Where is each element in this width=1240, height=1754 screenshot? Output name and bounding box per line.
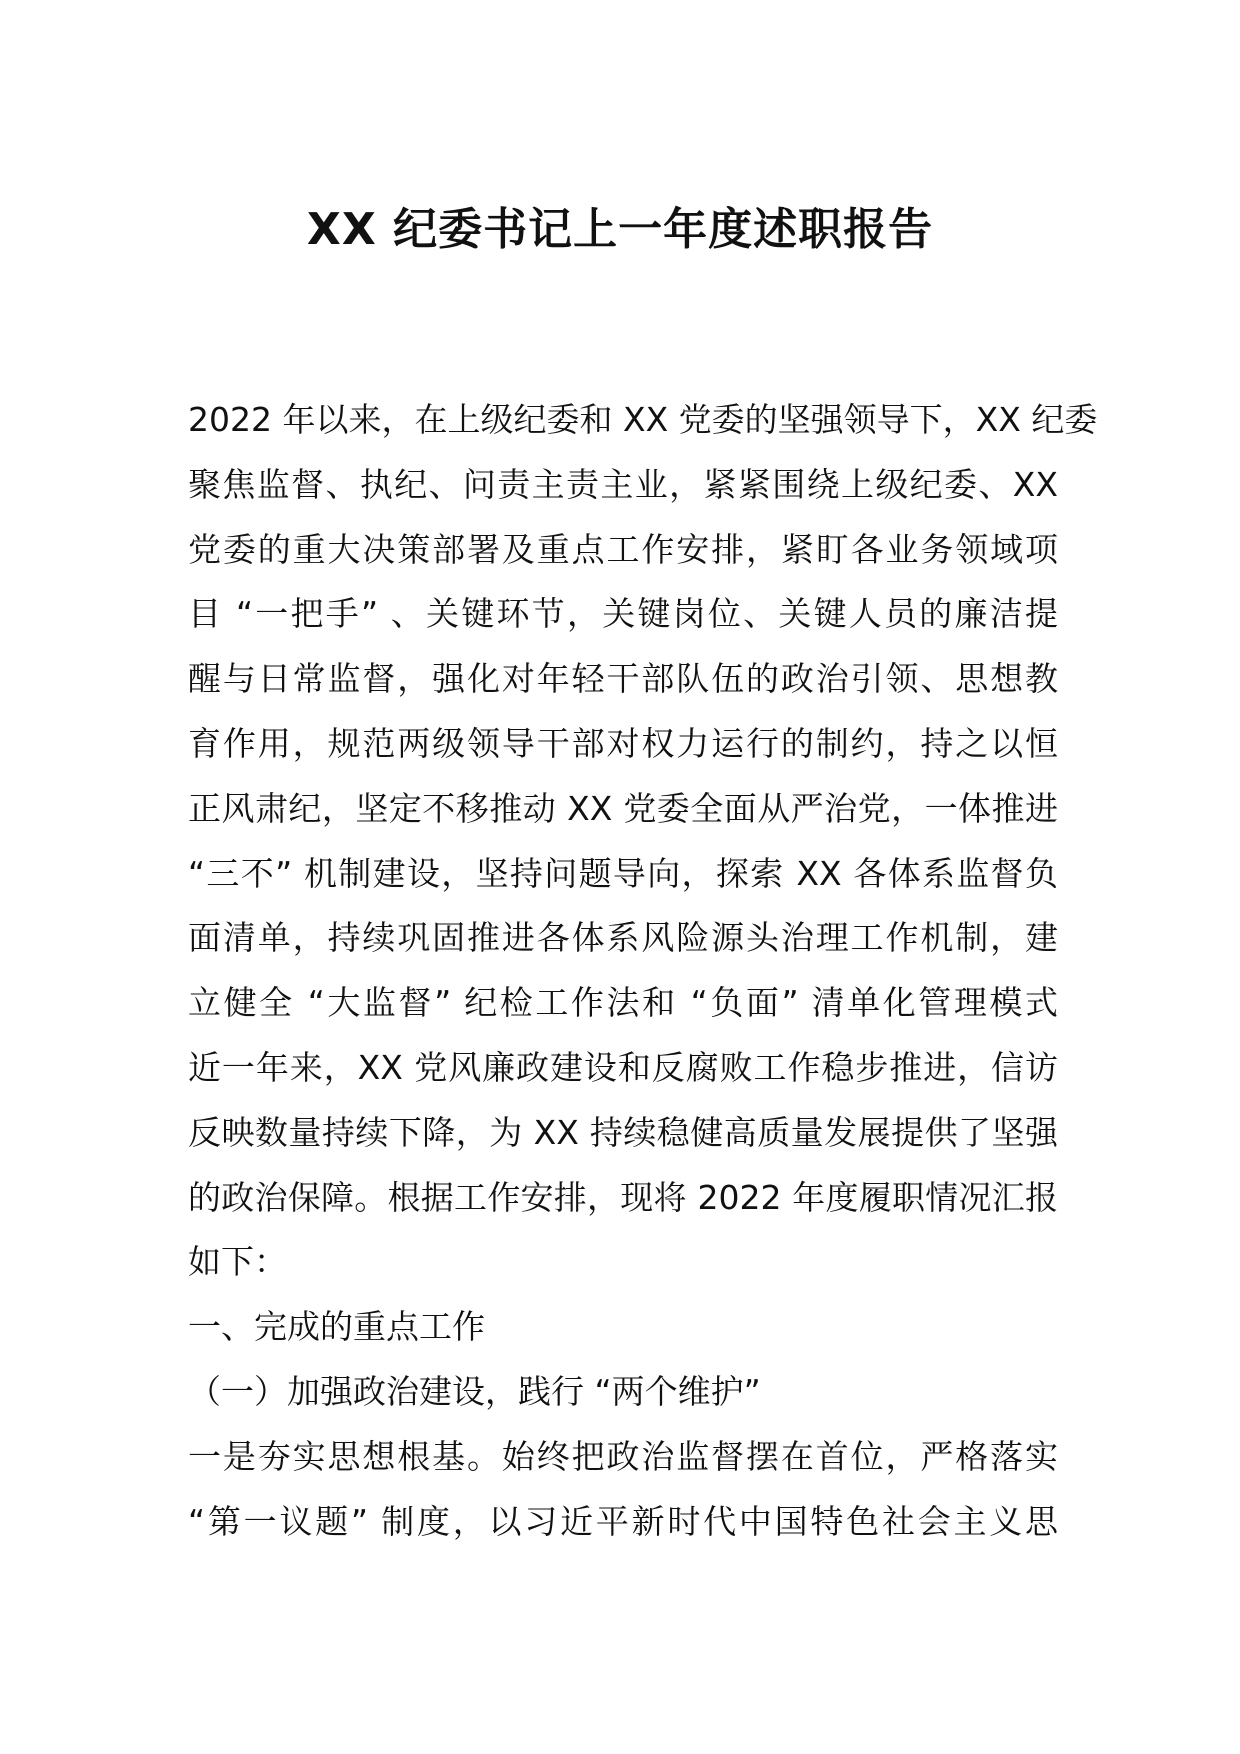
text-line: 2022 年以来，在上级纪委和 XX 党委的坚强领导下，XX 纪委: [188, 400, 1098, 439]
text-line: 一是夯实思想根基。始终把政治监督摆在首位，严格落实: [188, 1436, 1058, 1476]
text-line: “三不” 机制建设，坚持问题导向，探索 XX 各体系监督负: [188, 853, 1058, 893]
text-line: “第一议题” 制度，以习近平新时代中国特色社会主义思: [188, 1501, 1058, 1541]
text-line: 育作用，规范两级领导干部对权力运行的制约，持之以恒: [188, 723, 1058, 763]
text-line: 近一年来，XX 党风廉政建设和反腐败工作稳步推进，信访: [188, 1047, 1058, 1087]
text-line: 党委的重大决策部署及重点工作安排，紧盯各业务领域项: [188, 529, 1058, 569]
subsection-heading: （一）加强政治建设，践行 “两个维护”: [188, 1371, 761, 1411]
text-line: 目 “一把手” 、关键环节，关键岗位、关键人员的廉洁提: [188, 594, 1058, 634]
text-line: 反映数量持续下降，为 XX 持续稳健高质量发展提供了坚强: [188, 1112, 1058, 1152]
section-heading: 一、完成的重点工作: [188, 1307, 485, 1347]
text-line: 醒与日常监督，强化对年轻干部队伍的政治引领、思想教: [188, 659, 1058, 699]
text-line: 立健全 “大监督” 纪检工作法和 “负面” 清单化管理模式: [188, 983, 1058, 1023]
text-line: 正风肃纪，坚定不移推动 XX 党委全面从严治党，一体推进: [188, 788, 1058, 828]
document-body: [188, 388, 1098, 1554]
text-line: 面清单，持续巩固推进各体系风险源头治理工作机制，建: [188, 918, 1058, 958]
text-line: 聚焦监督、执纪、问责主责主业，紧紧围绕上级纪委、XX: [188, 464, 1058, 504]
document-title: XX 纪委书记上一年度述职报告: [306, 204, 934, 255]
text-line: 如下：: [188, 1242, 287, 1282]
text-line: 的政治保障。根据工作安排，现将 2022 年度履职情况汇报: [188, 1177, 1058, 1217]
